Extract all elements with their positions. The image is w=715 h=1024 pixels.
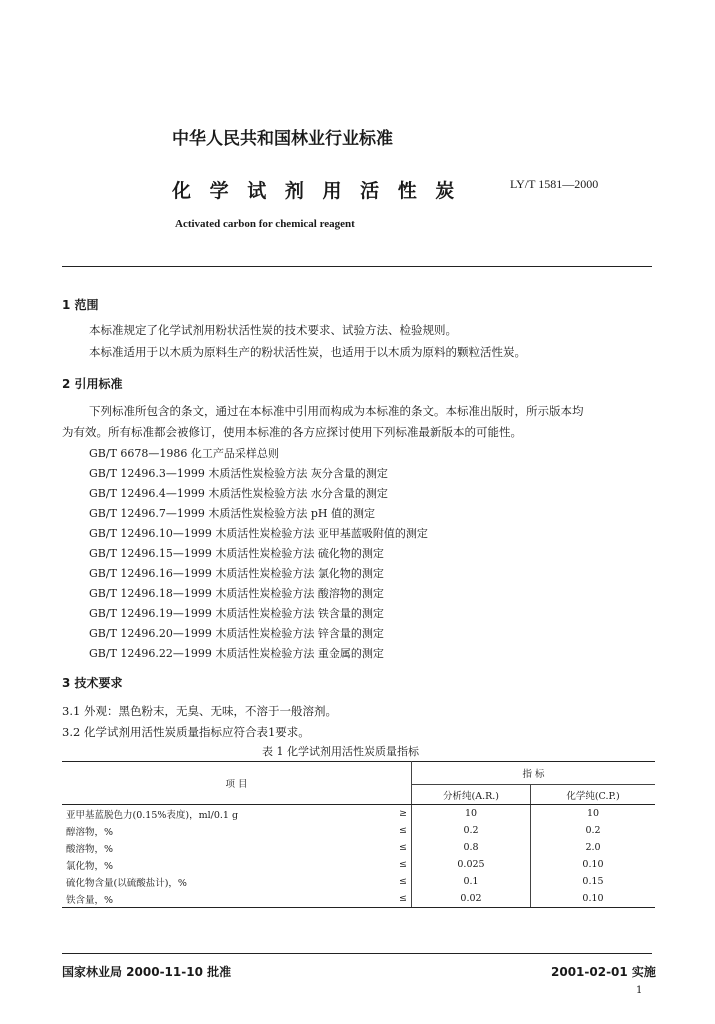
section-1-paragraph-2: 本标准适用于以木质为原料生产的粉状活性炭，也适用于以木质为原料的颗粒活性炭。: [89, 345, 526, 359]
reference-item: GB/T 12496.19—1999 木质活性炭检验方法 铁含量的测定: [89, 607, 384, 620]
standard-category: 中华人民共和国林业行业标准: [172, 129, 393, 149]
header-item: 项 目: [62, 762, 412, 805]
document-title: 化 学 试 剂 用 活 性 炭: [172, 180, 461, 202]
reference-item: GB/T 6678—1986 化工产品采样总则: [89, 447, 279, 460]
row-comparator: ≥: [373, 805, 412, 823]
section-1-heading: 1 范围: [62, 298, 99, 312]
row-item: 亚甲基蓝脱色力(0.15%表度)，ml/0.1 g: [66, 809, 239, 821]
row-cp-value: 0.10: [582, 859, 604, 870]
row-ar-value: 0.2: [412, 822, 531, 839]
row-item: 酸溶物，%: [66, 843, 114, 855]
row-cp-value: 0.15: [582, 876, 604, 887]
clause-3-2: 3.2 化学试剂用活性炭质量指标应符合表1要求。: [62, 725, 310, 739]
row-ar-value: 0.1: [412, 873, 531, 890]
section-2-intro-line-2: 为有效。所有标准都会被修订，使用本标准的各方应探讨使用下列标准最新版本的可能性。: [62, 425, 522, 439]
reference-item: GB/T 12496.15—1999 木质活性炭检验方法 硫化物的测定: [89, 547, 384, 560]
approval-date: 国家林业局 2000-11-10 批准: [62, 965, 232, 979]
table-row: [62, 856, 655, 873]
row-cp-value: 0.10: [531, 890, 656, 908]
table-row: [62, 890, 655, 908]
table-row: [62, 805, 655, 823]
clause-3-1: 3.1 外观：黑色粉末，无臭、无味，不溶于一般溶剂。: [62, 704, 337, 718]
footer-rule: [62, 953, 652, 954]
row-ar-value: 0.025: [412, 856, 531, 873]
reference-item: GB/T 12496.20—1999 木质活性炭检验方法 锌含量的测定: [89, 627, 384, 640]
row-comparator: ≤: [373, 890, 412, 908]
reference-item: GB/T 12496.7—1999 木质活性炭检验方法 pH 值的测定: [89, 507, 376, 520]
row-ar-value: 0.8: [412, 839, 531, 856]
section-2-heading: 2 引用标准: [62, 377, 123, 391]
effective-date: 2001-02-01 实施: [551, 965, 656, 979]
row-comparator: ≤: [373, 822, 412, 839]
row-comparator: ≤: [373, 856, 412, 873]
header-index: 指 标: [412, 762, 656, 785]
table-header-row: [62, 762, 655, 785]
english-title: Activated carbon for chemical reagent: [175, 218, 355, 230]
row-ar-value: 0.02: [412, 890, 531, 908]
reference-item: GB/T 12496.3—1999 木质活性炭检验方法 灰分含量的测定: [89, 467, 388, 480]
standard-number: LY/T 1581—2000: [510, 177, 599, 191]
row-cp-value: 10: [586, 808, 600, 819]
row-comparator: ≤: [373, 873, 412, 890]
section-3-heading: 3 技术要求: [62, 676, 123, 690]
row-item: 硫化物含量(以硫酸盐计)，%: [66, 877, 187, 889]
row-item: 醇溶物，%: [66, 826, 114, 838]
row-ar-value: 10: [412, 805, 531, 823]
row-cp-value: 0.2: [585, 825, 601, 836]
row-cp-value: 2.0: [585, 842, 601, 853]
section-2-intro-line-1: 下列标准所包含的条文，通过在本标准中引用而构成为本标准的条文。本标准出版时，所示版本均: [89, 404, 584, 418]
row-item: 氯化物，%: [66, 860, 114, 872]
table-row: [62, 822, 655, 839]
reference-item: GB/T 12496.4—1999 木质活性炭检验方法 水分含量的测定: [89, 487, 388, 500]
row-comparator: ≤: [373, 839, 412, 856]
table-row: [62, 873, 655, 890]
header-analytical-reagent: 分析纯(A.R.): [412, 785, 531, 805]
page-number: 1: [636, 985, 643, 996]
section-1-paragraph-1: 本标准规定了化学试剂用粉状活性炭的技术要求、试验方法、检验规则。: [89, 323, 457, 337]
row-item: 铁含量，%: [62, 890, 373, 908]
reference-item: GB/T 12496.10—1999 木质活性炭检验方法 亚甲基蓝吸附值的测定: [89, 527, 428, 540]
table-row: [62, 839, 655, 856]
header-rule: [62, 266, 652, 267]
reference-item: GB/T 12496.16—1999 木质活性炭检验方法 氯化物的测定: [89, 567, 384, 580]
reference-item: GB/T 12496.22—1999 木质活性炭检验方法 重金属的测定: [89, 647, 384, 660]
header-chemically-pure: 化学纯(C.P.): [531, 785, 656, 805]
table-caption: 表 1 化学试剂用活性炭质量指标: [262, 745, 419, 758]
quality-index-table: [62, 761, 655, 908]
reference-item: GB/T 12496.18—1999 木质活性炭检验方法 酸溶物的测定: [89, 587, 384, 600]
